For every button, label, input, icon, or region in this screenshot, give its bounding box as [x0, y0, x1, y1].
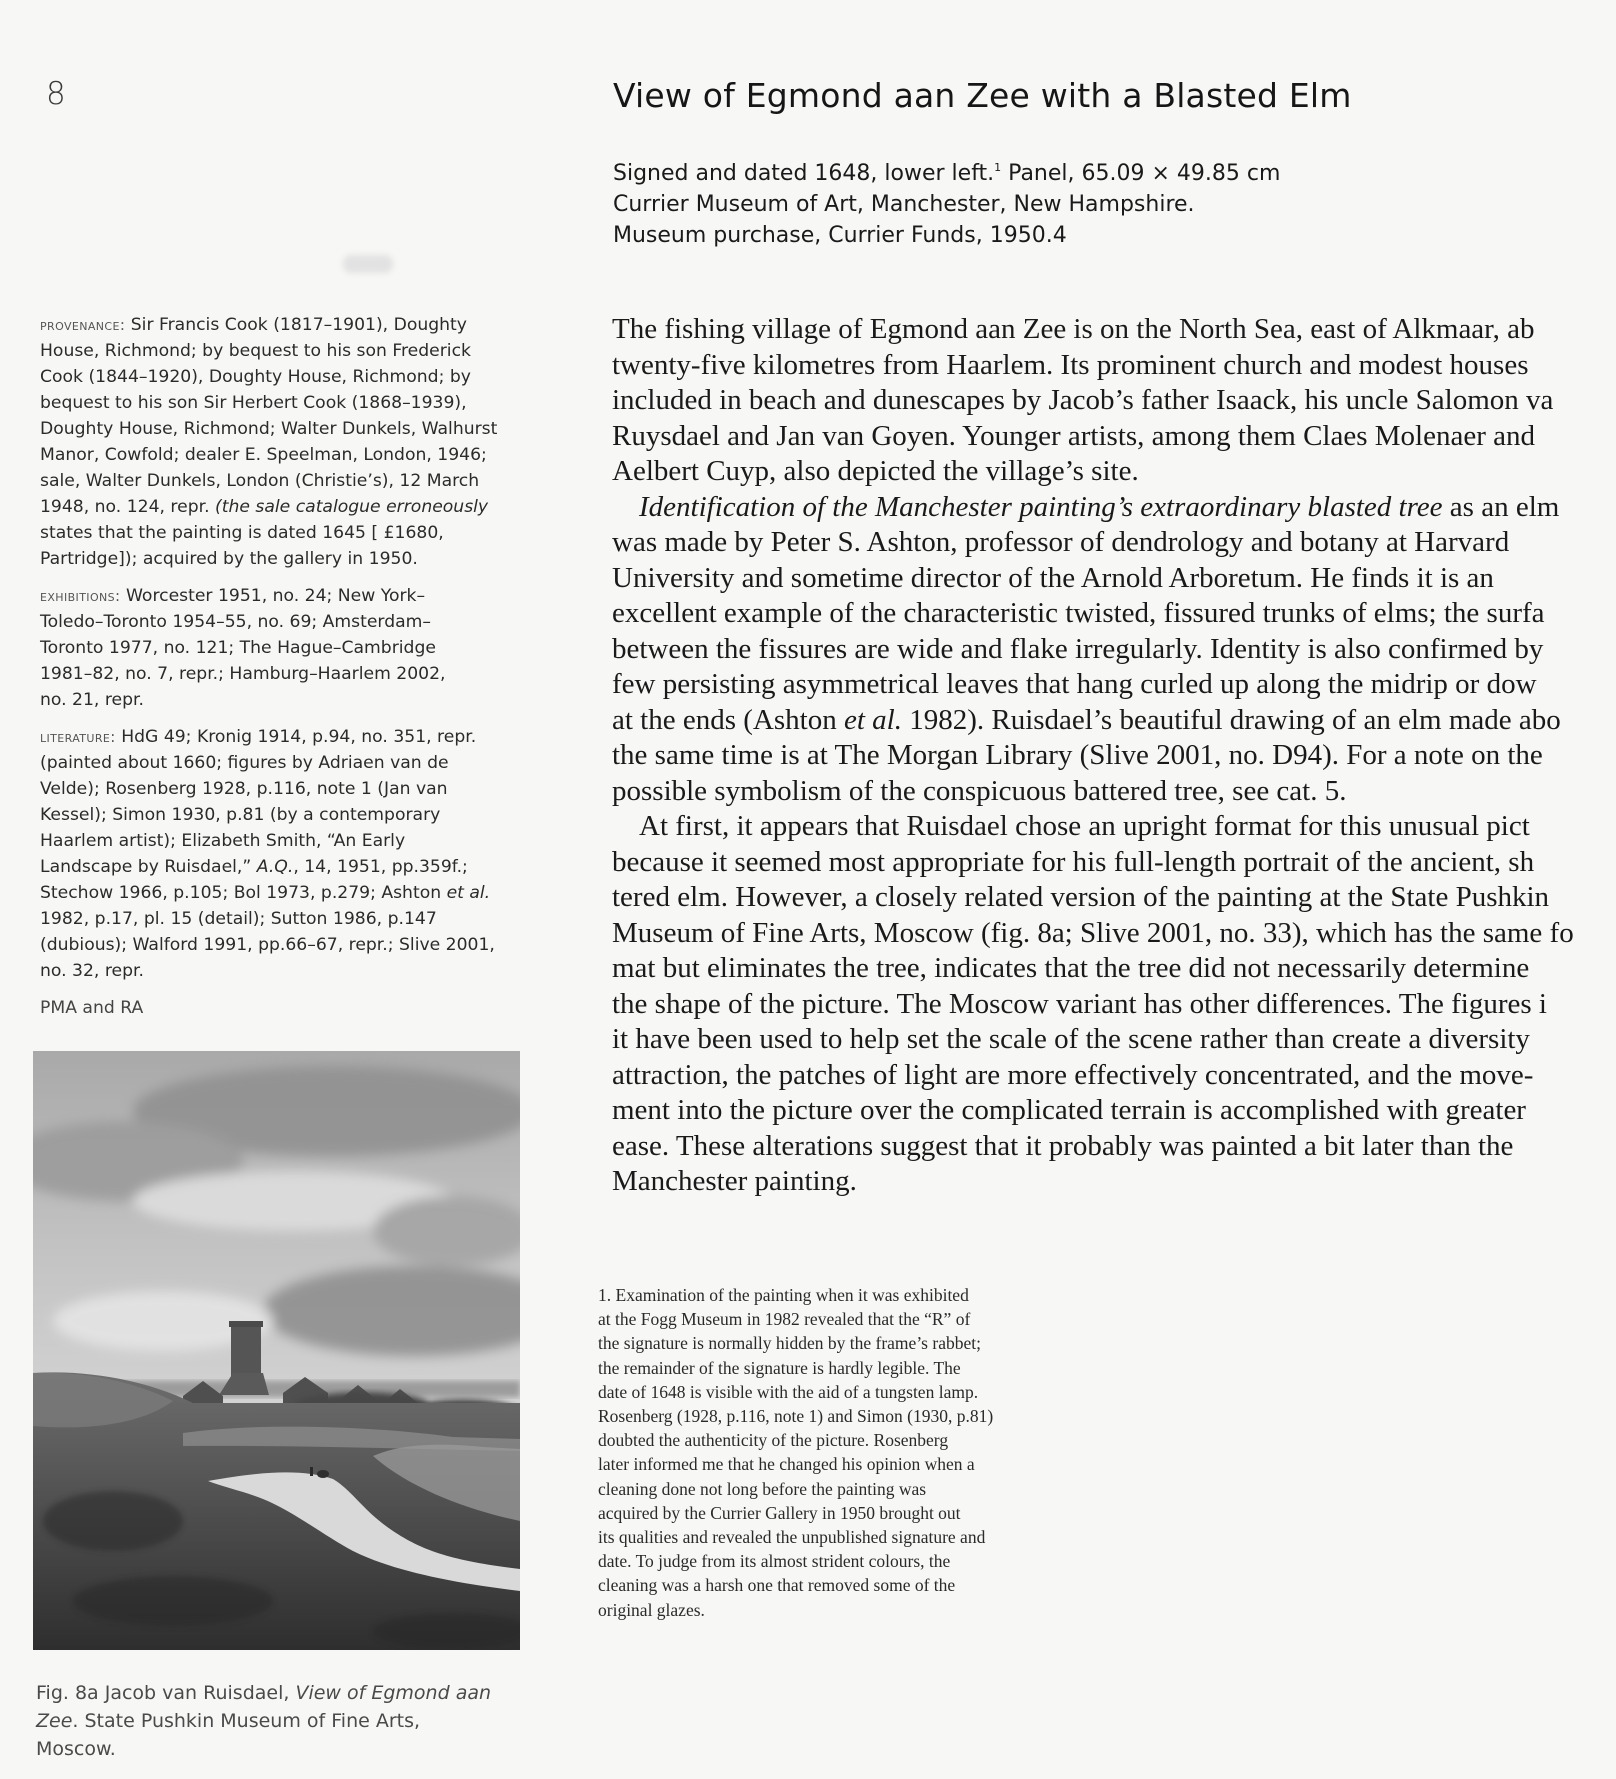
footnote-ref-1[interactable]: 1: [994, 161, 1002, 174]
paragraph-2: Identification of the Manchester painting’s extraordinary blasted tree as an elm was made by Peter S. Ashton, professor of dendrology and botany at Harvard University and sometime director of the Arnold Arboretum. He finds it is an excellent example of the characteristic twisted, fissured trunks of elms; the surfa between the fissures are wide and flake irregularly. Identity is also confirmed by few persisting asymmetrical leaves that hang curled up along the midrip or dow at the ends (Ashton et al. 1982). Ruisdael’s beautiful drawing of an elm made abo the same time is at The Morgan Library (Slive 2001, no. D94). For a note on the possible symbolism of the conspicuous battered tree, see cat. 5.: [612, 490, 1616, 810]
landscape-painting-image: [33, 1051, 520, 1650]
cross-reference-cat-5: possible symbolism of the conspicuous battered tree, see cat. 5.: [612, 774, 1347, 807]
authors-credit: PMA and RA: [40, 998, 144, 1018]
provenance-section: provenance: Sir Francis Cook (1817–1901), Doughty House, Richmond; by bequest to his son Frederick Cook (1844–1920), Doughty House, Richmond; by bequest to his son Sir Herbert Cook (1868–1939), Doughty House, Richmond; Walter Dunkels, Walhurst Manor, Cowfold; dealer E. Speelman, London, 1946; sale, Walter Dunkels, London (Christie’s), 12 March 1948, no. 124, repr. (the sale catalogue erroneously states that the painting is dated 1645 [ £1680, Partridge]); acquired by the gallery in 1950.: [40, 315, 498, 569]
paragraph-3: At first, it appears that Ruisdael chose an upright format for this unusual pict because it seemed most appropriate for his full-length portrait of the ancient, sh tered elm. However, a closely related version of the painting at the State Pushkin Museum of Fine Arts, Moscow (fig. 8a; Slive 2001, no. 33), which has the same fo mat but eliminates the tree, indicates that the tree did not necessarily determine the shape of the picture. The Moscow variant has other differences. The figures i it have been used to help set the scale of the scene rather than create a diversity attraction, the patches of light are more effectively concentrated, and the move- ment into the picture over the complicated terrain is accomplished with greater ease. These alterations suggest that it probably was painted a bit later than the Manchester painting.: [612, 810, 1574, 1197]
provenance-label: provenance:: [40, 316, 126, 334]
exhibitions-label: exhibitions:: [40, 587, 121, 605]
scan-artifact: [343, 255, 393, 273]
literature-label: literature:: [40, 728, 116, 746]
collection-line: Currier Museum of Art, Manchester, New Hampshire.: [613, 192, 1195, 217]
literature-section: literature: HdG 49; Kronig 1914, p.94, no. 351, repr. (painted about 1660; figures by Adriaen van de Velde); Rosenberg 1928, p.116, note 1 (Jan van Kessel); Simon 1930, p.81 (by a contemporary Haarlem artist); Elizabeth Smith, “An Early Landscape by Ruisdael,” A.Q., 14, 1951, pp.359f.; Stechow 1966, p.105; Bol 1973, p.279; Ashton et al. 1982, p.17, pl. 15 (detail); Sutton 1986, p.147 (dubious); Walford 1991, pp.66–67, repr.; Slive 2001, no. 32, repr.: [40, 727, 495, 981]
figure-label: Fig. 8a: [36, 1682, 99, 1704]
figure-caption: Fig. 8a Jacob van Ruisdael, View of Egmond aan Zee. State Pushkin Museum of Fine Arts, Moscow.: [36, 1682, 492, 1760]
page-number: 8: [46, 76, 66, 112]
essay-body: [612, 312, 1616, 1200]
exhibitions-section: exhibitions: Worcester 1951, no. 24; New York– Toledo–Toronto 1954–55, no. 69; Amsterdam– Toronto 1977, no. 121; The Hague–Cambridge 1981–82, no. 7, repr.; Hamburg–Haarlem 2002, no. 21, repr.: [40, 586, 446, 710]
footnote-1: 1. Examination of the painting when it was exhibited at the Fogg Museum in 1982 revealed that the “R” of the signature is normally hidden by the frame’s rabbet; the remainder of the signature is hardly legible. The date of 1648 is visible with the aid of a tungsten lamp. Rosenberg (1928, p.116, note 1) and Simon (1930, p.81) doubted the authenticity of the picture. Rosenberg later informed me that he changed his opinion when a cleaning done not long before the painting was acquired by the Currier Gallery in 1950 brought out its qualities and revealed the unpublished signature and date. To judge from its almost strident colours, the cleaning was a harsh one that removed some of the original glazes.: [598, 1285, 994, 1620]
artwork-metadata: [613, 152, 1280, 251]
paragraph-1: The fishing village of Egmond aan Zee is on the North Sea, east of Alkmaar, ab twenty-five kilometres from Haarlem. Its prominent church and modest houses included in beach and dunescapes by Jacob’s father Isaack, his uncle Salomon va Ruysdael and Jan van Goyen. Younger artists, among them Claes Molenaer and Aelbert Cuyp, also depicted the village’s site.: [612, 313, 1554, 487]
signature-dimensions-line: Signed and dated 1648, lower left.$^1$ Panel, 65.09 × 49.85 cm: [613, 161, 1281, 186]
page-title: View of Egmond aan Zee with a Blasted Elm: [613, 76, 1352, 115]
acquisition-line: Museum purchase, Currier Funds, 1950.4: [613, 223, 1067, 248]
catalogue-sidebar: [40, 312, 530, 1032]
figure-8a-painting: [33, 1051, 520, 1650]
